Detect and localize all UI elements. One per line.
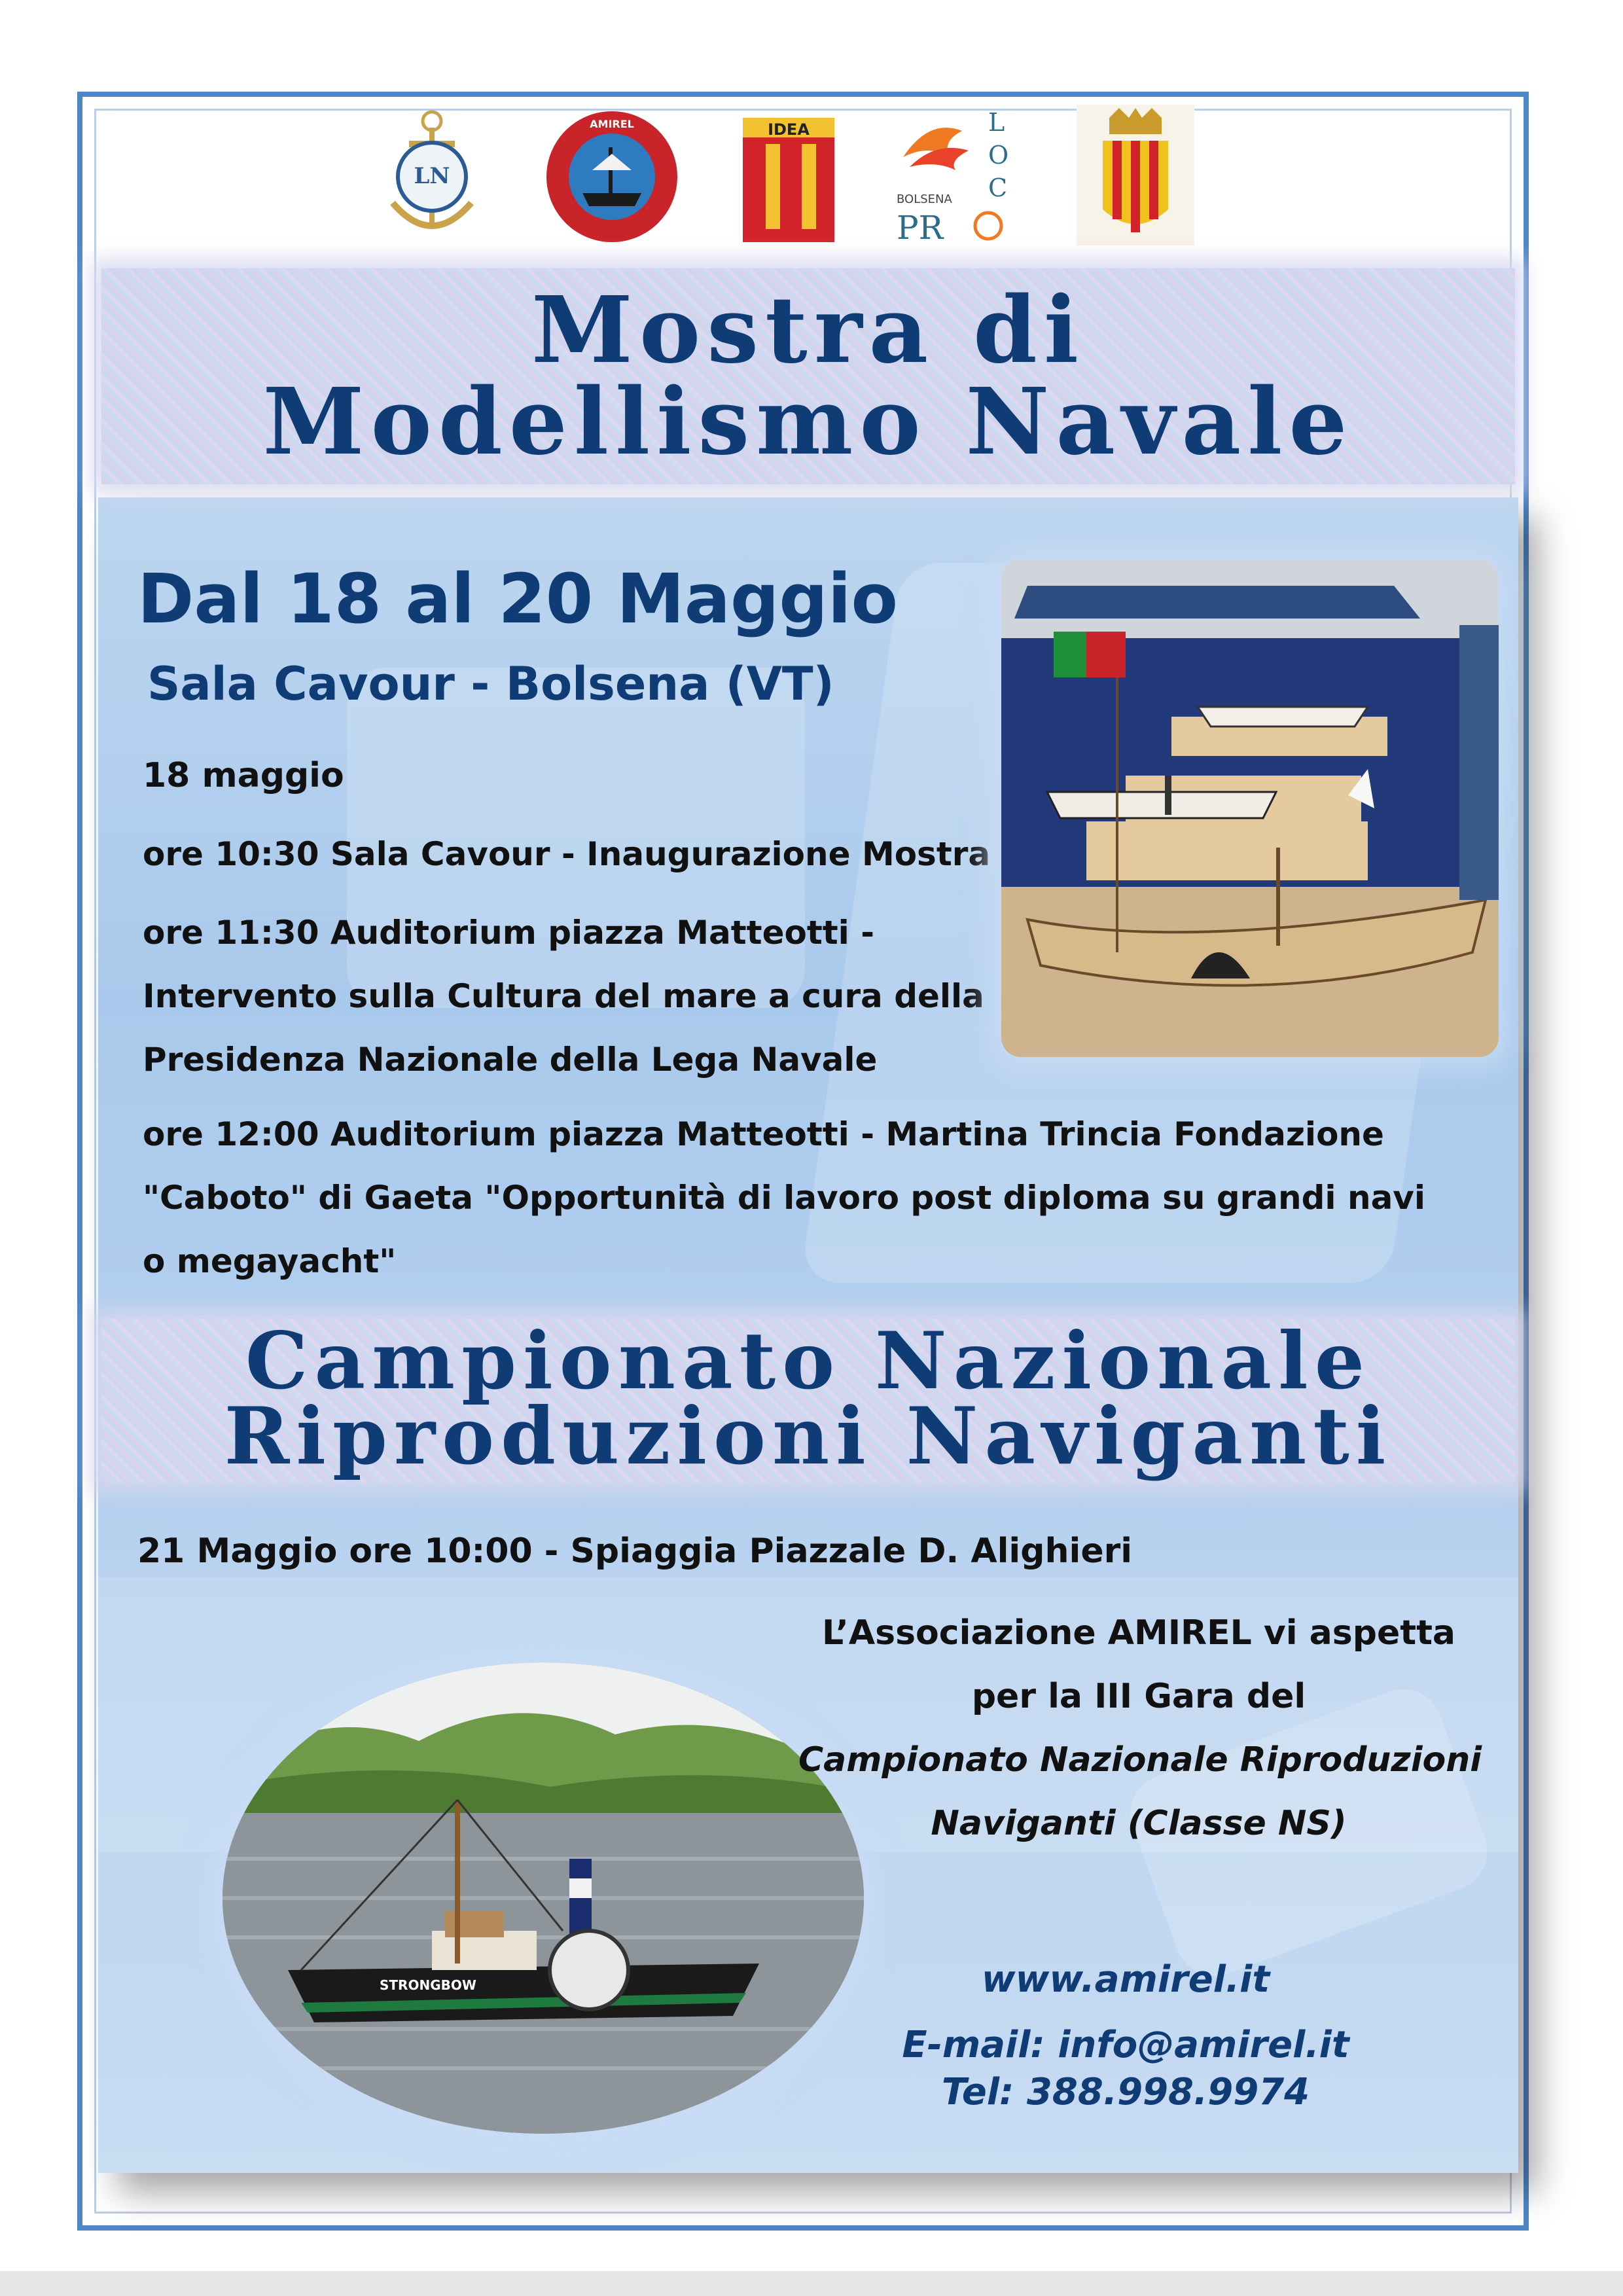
- idea-logo: [740, 105, 838, 249]
- schedule-item: ore 10:30 Sala Cavour - Inaugurazione Mostra: [143, 835, 991, 873]
- invite-line1: L’Associazione AMIREL vi aspetta: [821, 1613, 1456, 1653]
- steamboat-photo: [223, 1662, 864, 2134]
- championship-title-line1: Campionato Nazionale: [245, 1315, 1372, 1407]
- lega-navale-italiana-logo: [383, 105, 481, 249]
- svg-text:C: C: [988, 173, 1008, 202]
- invite-line3: Campionato Nazionale Riproduzioni: [798, 1740, 1482, 1780]
- svg-text:L: L: [988, 108, 1005, 137]
- bolsena-coat-of-arms: [1073, 105, 1198, 249]
- invite-line4: Naviganti (Classe NS): [931, 1804, 1347, 1843]
- schedule-item: o megayacht": [143, 1242, 397, 1280]
- page-footer-bar: [0, 2271, 1623, 2296]
- schedule-item: Intervento sulla Cultura del mare a cura della: [143, 977, 984, 1015]
- phone-number: Tel: 388.998.9974: [941, 2071, 1310, 2113]
- exhibition-title-line1: Mostra di: [531, 277, 1086, 384]
- svg-text:PR: PR: [897, 209, 944, 247]
- invite-line2: per la III Gara del: [971, 1677, 1306, 1716]
- championship-title-band: [101, 1315, 1515, 1482]
- event-dates: Dal 18 al 20 Maggio: [137, 559, 898, 639]
- schedule-item: ore 12:00 Auditorium piazza Matteotti - Martina Trincia Fondazione: [143, 1115, 1384, 1153]
- schedule-item: Presidenza Nazionale della Lega Navale: [143, 1041, 878, 1079]
- amirel-logo: [543, 105, 681, 249]
- svg-text:IDEA: IDEA: [768, 120, 810, 139]
- boat-name-label: STRONGBOW: [380, 1977, 476, 1993]
- pro-loco-bolsena-logo: [890, 105, 1014, 249]
- sponsor-logos: [0, 105, 1623, 249]
- svg-text:LN: LN: [414, 163, 450, 189]
- exhibition-title-line2: Modellismo Navale: [262, 368, 1354, 476]
- schedule-item: ore 11:30 Auditorium piazza Matteotti -: [143, 914, 874, 952]
- ship-models-photo: [1001, 560, 1499, 1057]
- website-link[interactable]: www.amirel.it: [981, 1958, 1270, 2001]
- championship-title-line2: Riproduzioni Naviganti: [224, 1390, 1393, 1482]
- svg-text:O: O: [988, 141, 1009, 170]
- svg-text:BOLSENA: BOLSENA: [897, 192, 952, 206]
- schedule-item: "Caboto" di Gaeta "Opportunità di lavoro post diploma su grandi navi: [143, 1179, 1426, 1217]
- exhibition-title-band: [101, 268, 1515, 484]
- email-link[interactable]: E-mail: info@amirel.it: [902, 2024, 1349, 2066]
- schedule-day: 18 maggio: [143, 756, 344, 795]
- svg-text:AMIREL: AMIREL: [590, 118, 634, 130]
- event-venue: Sala Cavour - Bolsena (VT): [147, 657, 834, 711]
- championship-when: 21 Maggio ore 10:00 - Spiaggia Piazzale D. Alighieri: [137, 1532, 1133, 1571]
